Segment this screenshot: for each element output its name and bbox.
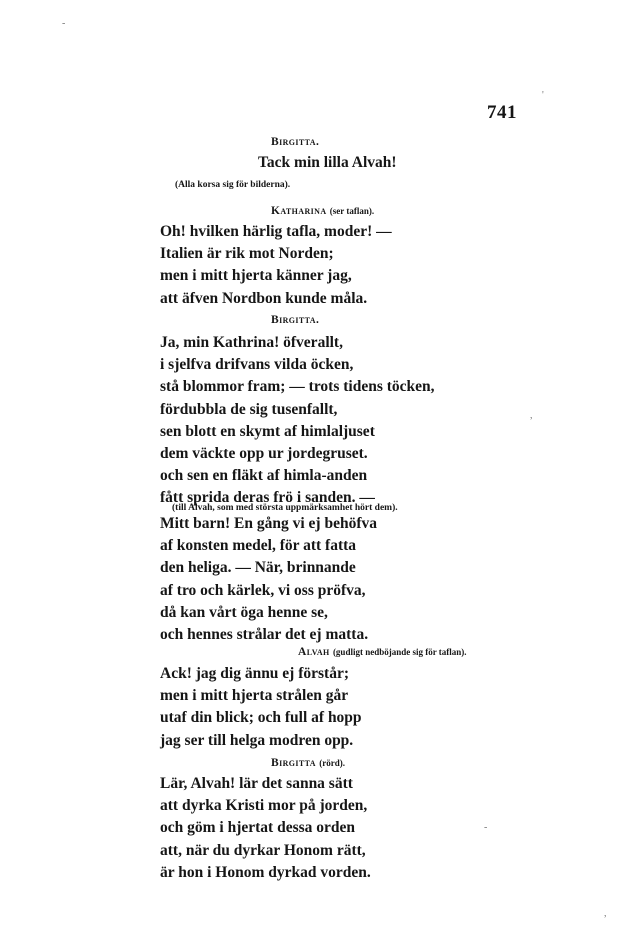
speaker-heading [271, 314, 319, 326]
scan-speck: - [484, 822, 488, 833]
verse-line: Ack! jag dig ännu ej förstår; [160, 665, 349, 682]
verse-line: Mitt barn! En gång vi ej behöfva [160, 515, 377, 532]
scan-speck: , [604, 908, 607, 919]
verse-line: stå blommor fram; — trots tidens töcken, [160, 378, 435, 396]
verse-line: att, när du dyrkar Honom rätt, [160, 841, 366, 859]
stage-direction: (Alla korsa sig för bilderna). [175, 180, 291, 190]
verse-line: i sjelfva drifvans vilda öcken, [160, 356, 354, 374]
verse-line: Ja, min Kathrina! öfverallt, [160, 334, 343, 351]
speaker-heading [271, 136, 319, 148]
speaker-heading [298, 646, 467, 658]
verse-line: att äfven Nordbon kunde måla. [160, 289, 368, 307]
stage-direction: (till Alvah, som med största uppmärksamhet hört dem). [172, 503, 398, 513]
scan-speck: ' [542, 90, 544, 101]
speaker-name: Birgitta. [271, 136, 320, 148]
verse-line: den heliga. — När, brinnande [160, 559, 356, 577]
verse-line: utaf din blick; och full af hopp [160, 709, 362, 727]
verse-line: jag ser till helga modren opp. [160, 731, 354, 749]
verse-line: men i mitt hjerta känner jag, [160, 267, 352, 285]
verse-line: Italien är rik mot Norden; [160, 245, 334, 263]
speaker-note: (ser taflan). [329, 206, 375, 216]
speaker-note: (gudligt nedböjande sig för taflan). [332, 647, 467, 657]
verse-stanza [160, 773, 371, 884]
verse-line: då kan vårt öga henne se, [160, 603, 328, 621]
verse-stanza [160, 663, 362, 752]
scan-speck: , [530, 410, 533, 421]
verse-line: fått sprida deras frö i sanden. — [160, 489, 375, 507]
verse-stanza [160, 221, 392, 310]
speaker-note: (rörd). [319, 758, 345, 768]
verse-stanza [160, 332, 435, 510]
speaker-name: Birgitta. [271, 314, 320, 326]
verse-line: Oh! hvilken härlig tafla, moder! — [160, 223, 392, 240]
verse-stanza [160, 513, 377, 646]
speaker-heading [271, 757, 345, 769]
speaker-name: Katharina [271, 205, 327, 217]
verse-line: Tack min lilla Alvah! [258, 154, 397, 171]
speaker-heading [271, 205, 374, 217]
verse-line: af tro och kärlek, vi oss pröfva, [160, 581, 366, 599]
verse-line: men i mitt hjerta strålen går [160, 687, 349, 705]
verse-line: och sen en fläkt af himla-anden [160, 467, 368, 485]
verse-line: att dyrka Kristi mor på jorden, [160, 797, 368, 815]
verse-line: sen blott en skymt af himlaljuset [160, 422, 375, 440]
speaker-name: Alvah [298, 646, 330, 658]
verse-line: af konsten medel, för att fatta [160, 537, 357, 555]
verse-line: är hon i Honom dyrkad vorden. [160, 863, 371, 881]
verse-line: fördubbla de sig tusenfallt, [160, 400, 338, 418]
verse-line: dem väckte opp ur jordegruset. [160, 444, 368, 462]
page-number: 741 [487, 102, 517, 123]
verse-line: och göm i hjertat dessa orden [160, 819, 356, 837]
verse-line: och hennes strålar det ej matta. [160, 625, 369, 643]
scan-speck: - [62, 18, 66, 29]
verse-line: Lär, Alvah! lär det sanna sätt [160, 775, 353, 792]
speaker-name: Birgitta [271, 757, 316, 769]
